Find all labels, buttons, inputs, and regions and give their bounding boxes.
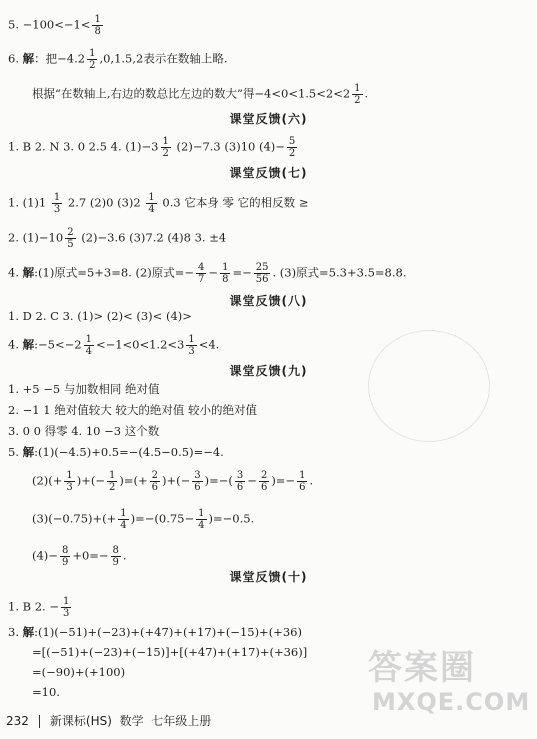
- fraction: $\frac{25}{56}$: [255, 262, 269, 285]
- line-s10-q1: 1. B 2. − $\frac{1}{3}$: [8, 596, 70, 619]
- fraction: $\frac{1}{4}$: [85, 334, 92, 357]
- line-q6-conclusion: 根据“在数轴上,右边的数总比左边的数大”得−4<0<1.5<2<2 $\frac{1}{2}$ .: [32, 83, 369, 106]
- line-s10-q3-4: =10.: [32, 685, 60, 699]
- fraction: $\frac{5}{2}$: [288, 136, 296, 159]
- section-heading-9: 课堂反馈(九): [229, 364, 308, 378]
- line-s9-q5-2: (2)(+ $\frac{1}{3}$ )+(− $\frac{1}{2}$ )=(+ $\frac{2}{6}$ )+(− $\frac{3}{6}$ )=−( $\frac{3}{6}$ − $\frac{2}{6}$ )=− $\frac{1}{6}$ .: [32, 470, 314, 493]
- section-heading-7: 课堂反馈(七): [229, 166, 308, 180]
- line-s7-q4: 4. 解:(1)原式=5+3=8. (2)原式=− $\frac{4}{7}$ − $\frac{1}{8}$ =− $\frac{25}{56}$ . (3)原式=5.3+3.5=8.8.: [8, 262, 407, 285]
- line-s9-q5-4: (4)− $\frac{8}{9}$ +0=− $\frac{8}{9}$ .: [32, 545, 127, 568]
- line-s9-q2: 2. −1 1 绝对值较大 较大的绝对值 较小的绝对值: [8, 403, 258, 417]
- fraction: $\frac{1}{4}$: [120, 508, 127, 531]
- fraction: $\frac{8}{9}$: [112, 545, 119, 568]
- fraction: $\frac{3}{6}$: [194, 470, 201, 493]
- fraction: $\frac{8}{9}$: [61, 545, 69, 568]
- line-s7-q1: 1. (1)1 $\frac{1}{3}$ 2.7 (2)0 (3)2 $\frac{1}{4}$ 0.3 它本身 零 它的相反数 ≥: [8, 192, 309, 215]
- series-name: 新课标(HS): [49, 714, 112, 728]
- fraction: $\frac{1}{3}$: [188, 334, 195, 357]
- fraction: $\frac{1}{2}$: [109, 470, 116, 493]
- line-s7-q2: 2. (1)−10 $\frac{2}{5}$ (2)−3.6 (3)7.2 (4)8 3. ±4: [8, 227, 227, 250]
- fraction: $\frac{2}{6}$: [260, 470, 268, 493]
- line-s10-q3-3: =(−90)+(+100): [32, 665, 126, 679]
- fraction: $\frac{1}{8}$: [222, 262, 229, 285]
- fraction: $\frac{1}{3}$: [66, 470, 73, 493]
- fraction: $\frac{1}{3}$: [53, 192, 61, 215]
- grade-name: 七年级上册: [151, 714, 212, 728]
- subject-name: 数学: [119, 714, 144, 728]
- line-s8-q4: 4. 解:−5<−2 $\frac{1}{4}$ <−1<0<1.2<3 $\frac{1}{3}$ <4.: [8, 334, 220, 357]
- fraction: $\frac{1}{2}$: [162, 136, 169, 159]
- page-footer: [6, 712, 211, 729]
- watermark-url: MXQE.COM: [372, 688, 531, 716]
- section-heading-6: 课堂反馈(六): [229, 112, 308, 126]
- watermark-logo-text: 答案圈: [368, 648, 476, 688]
- line-q6: 6. 解：把−4.2 $\frac{1}{2}$ ,0,1.5,2表示在数轴上略.: [8, 48, 228, 71]
- line-s9-q5-1: 5. 解:(1)(−4.5)+0.5=−(4.5−0.5)=−4.: [8, 445, 224, 459]
- fraction: $\frac{2}{6}$: [151, 470, 159, 493]
- line-s9-q5-3: (3)(−0.75)+(+ $\frac{1}{4}$ )=−(0.75− $\frac{1}{4}$ )=−0.5.: [32, 508, 255, 531]
- fraction: $\frac{1}{2}$: [354, 83, 361, 106]
- section-heading-10: 课堂反馈(十): [229, 570, 308, 584]
- line-s6-answers: 1. B 2. N 3. 0 2.5 4. (1)−3 $\frac{1}{2}$ (2)−7.3 (3)10 (4)− $\frac{5}{2}$: [8, 136, 296, 159]
- line-q5: 5. −100<−1< $\frac{1}{8}$: [8, 14, 101, 37]
- line-s8-q1: 1. D 2. C 3. (1)> (2)< (3)< (4)>: [8, 309, 192, 323]
- fraction: $\frac{1}{3}$: [63, 596, 70, 619]
- section-heading-8: 课堂反馈(八): [229, 294, 308, 308]
- page-number: 232: [6, 714, 29, 728]
- footer-divider: [39, 715, 40, 728]
- line-s10-q3-2: =[(−51)+(−23)+(−15)]+[(+47)+(+17)+(+36)]: [32, 645, 308, 659]
- fraction: $\frac{1}{8}$: [94, 14, 101, 37]
- line-s9-q1: 1. +5 −5 与加数相同 绝对值: [8, 382, 160, 396]
- faint-circle-decoration: [368, 330, 490, 442]
- fraction: $\frac{3}{6}$: [236, 470, 244, 493]
- fraction: $\frac{2}{5}$: [67, 227, 74, 250]
- line-s9-q3: 3. 0 0 得零 4. 10 −3 这个数: [8, 424, 160, 438]
- fraction: $\frac{4}{7}$: [198, 262, 205, 285]
- fraction: $\frac{1}{6}$: [299, 470, 306, 493]
- fraction: $\frac{1}{2}$: [89, 48, 96, 71]
- fraction: $\frac{1}{4}$: [198, 508, 205, 531]
- line-s10-q3-1: 3. 解:(1)(−51)+(−23)+(+47)+(+17)+(−15)+(+36): [8, 625, 302, 639]
- fraction: $\frac{1}{4}$: [148, 192, 155, 215]
